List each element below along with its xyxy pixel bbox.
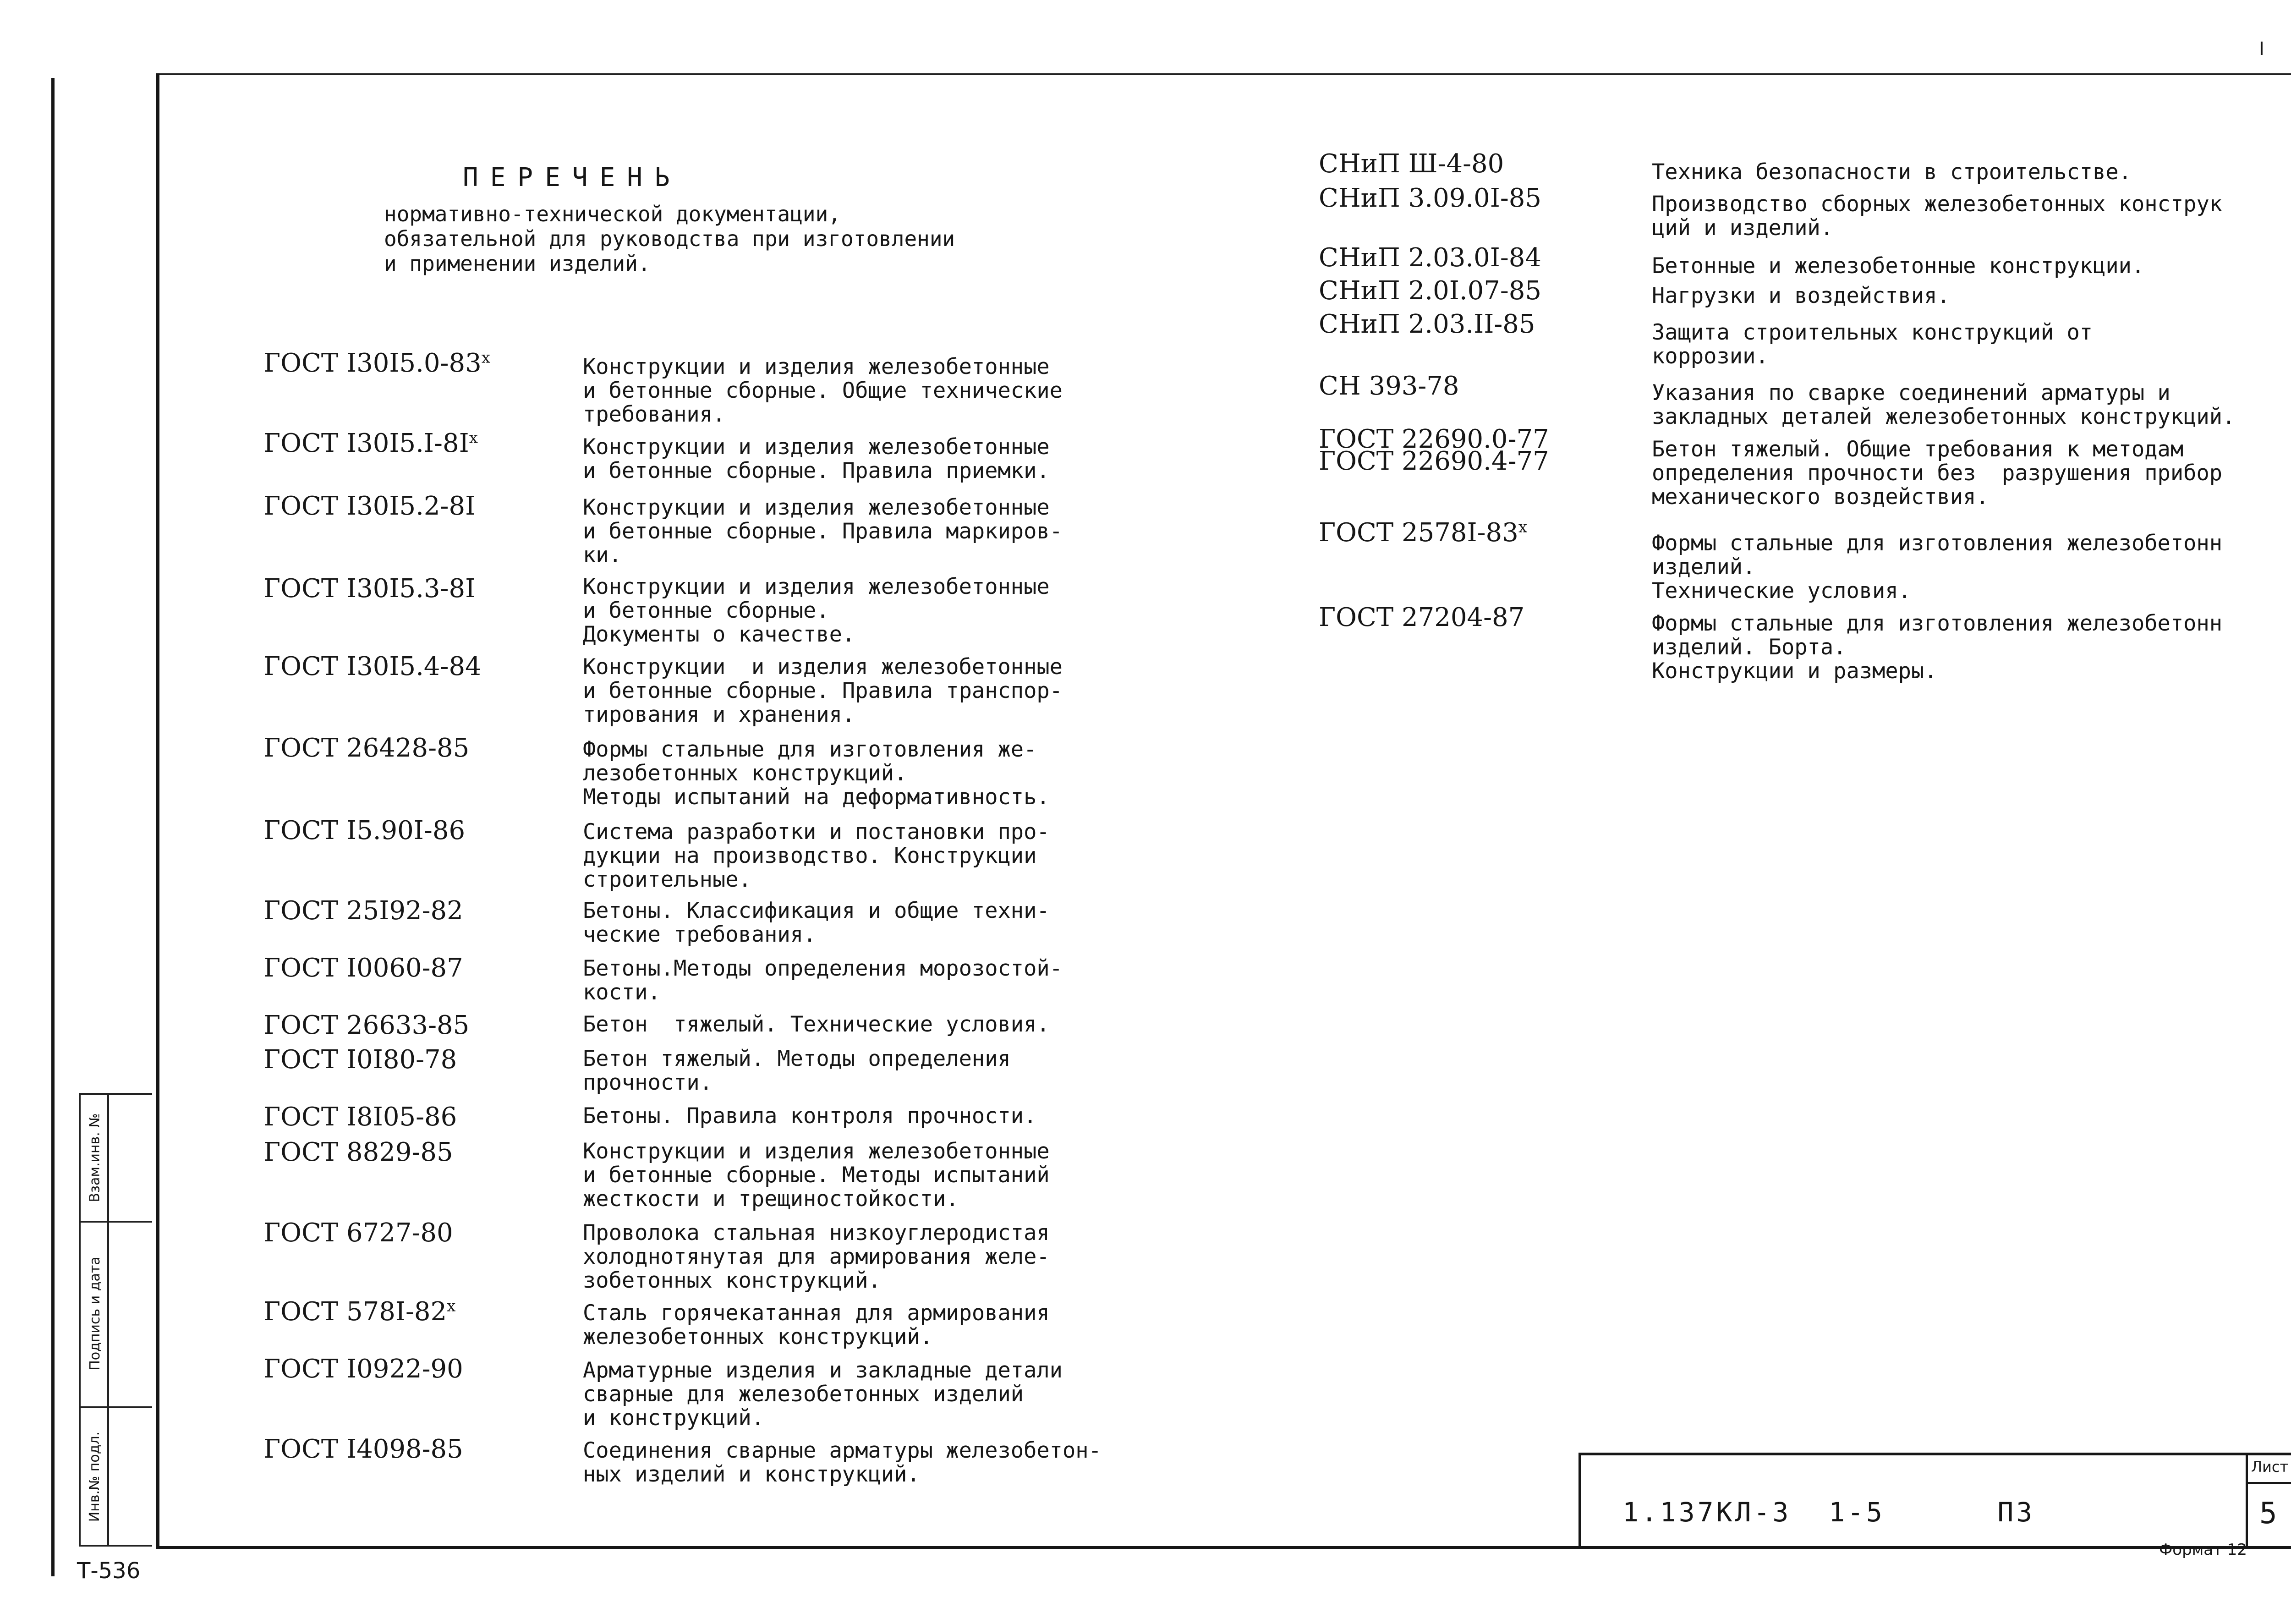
standard-description: Формы стальные для изготовления железобетонн изделий. Борта. Конструкции и размеры.	[1652, 611, 2223, 684]
title-block-divider	[2246, 1455, 2248, 1546]
standard-code: ГОСТ 26428-85	[263, 733, 470, 763]
standard-code: ГОСТ $I30I5.I-8I^x$	[263, 428, 478, 458]
frame-top-line	[158, 73, 2291, 75]
standard-description: Нагрузки и воздействия.	[1652, 283, 1950, 308]
standard-code: СНиП 3.09.0I-85	[1319, 183, 1542, 213]
standard-description: Формы стальные для изготовления железобетонн изделий. Технические условия.	[1652, 531, 2223, 604]
binding-margin-line	[51, 78, 55, 1576]
side-stamp-divider	[107, 1095, 109, 1545]
standard-description: Арматурные изделия и закладные детали сварные для железобетонных изделий и конструкций.	[583, 1358, 1063, 1431]
standard-code: ГОСТ 2578I-83$^x$	[1319, 518, 1527, 548]
standard-code: ГОСТ I30I5.0-83$^x$	[263, 348, 490, 378]
standard-description: Конструкции и изделия железобетонные и бетонные сборные. Правила маркиров- ки.	[583, 495, 1063, 568]
frame-left-line	[156, 73, 159, 1548]
title-block-stamp	[1578, 1453, 2291, 1549]
document-title: ПЕРЕЧЕНЬ	[463, 163, 682, 192]
standard-code: ГОСТ I0060-87	[263, 953, 463, 983]
standard-code: СНиП Ш-4-80	[1319, 149, 1504, 179]
side-stamp	[79, 1093, 152, 1547]
document-designation: 1.137КЛ-3 1-5 ПЗ	[1622, 1497, 2035, 1528]
standard-code: ГОСТ 6727-80	[263, 1218, 453, 1248]
standard-description: Бетон тяжелый. Технические условия.	[583, 1012, 1050, 1037]
format-label: Формат 12	[2159, 1541, 2247, 1559]
standard-code: ГОСТ I30I5.4-84	[263, 652, 482, 681]
title-block-divider	[2246, 1482, 2291, 1484]
standard-code: ГОСТ 578I-82$^x$	[263, 1297, 456, 1327]
standard-code: СНиП 2.03.II-85	[1319, 309, 1535, 339]
standard-code: ГОСТ 25I92-82	[263, 896, 463, 926]
standard-description: Сталь горячекатанная для армирования железобетонных конструкций.	[583, 1300, 1050, 1350]
standard-description: Конструкции и изделия железобетонные и бетонные сборные. Общие технические требования.	[583, 354, 1063, 427]
standard-description: Конструкции и изделия железобетонные и бетонные сборные. Документы о качестве.	[583, 574, 1050, 647]
standard-code: ГОСТ I5.90I-86	[263, 816, 466, 845]
side-stamp-label-signature: Подпись и дата	[87, 1256, 103, 1371]
standard-description: Бетоны. Классификация и общие техни- ческие требования.	[583, 898, 1050, 947]
standard-code: ГОСТ I0922-90	[263, 1354, 463, 1384]
standard-description: Защита строительных конструкций от коррозии.	[1652, 320, 2093, 369]
standard-description: Соединения сварные арматуры железобетон- ных изделий и конструкций.	[583, 1438, 1102, 1487]
standard-code: ГОСТ I4098-85	[263, 1434, 463, 1464]
standard-description: Бетон тяжелый. Методы определения прочности.	[583, 1046, 1011, 1095]
standard-code: ГОСТ 8829-85	[263, 1137, 453, 1167]
side-stamp-label-inventory: Инв.№ подл.	[87, 1431, 103, 1522]
standard-description: Указания по сварке соединений арматуры и закладных деталей железобетонных конструкций.	[1652, 380, 2236, 429]
standard-description: Бетоны.Методы определения морозостой- кости.	[583, 956, 1063, 1005]
standard-code: ГОСТ I0I80-78	[263, 1045, 457, 1075]
standard-code: ГОСТ 27204-87	[1319, 603, 1525, 632]
standard-code: ГОСТ I30I5.2-8I	[263, 491, 476, 521]
standard-code: ГОСТ 26633-85	[263, 1010, 470, 1040]
standard-description: Конструкции и изделия железобетонные и бетонные сборные. Методы испытаний жесткости и трещиностойкости.	[583, 1139, 1050, 1212]
standard-description: Техника безопасности в строительстве.	[1652, 159, 2132, 185]
document-subtitle: нормативно-технической документации, обязательной для руководства при изготовлении и применении изделий.	[384, 202, 955, 276]
page-number: 5	[2259, 1497, 2277, 1531]
standard-description: Конструкции и изделия железобетонные и бетонные сборные. Правила приемки.	[583, 434, 1050, 483]
standard-code: ГОСТ I8I05-86	[263, 1102, 457, 1132]
side-stamp-label-replacement: Взам.инв. №	[87, 1113, 103, 1202]
sheet-label: Лист	[2251, 1458, 2289, 1476]
standard-description: Бетон тяжелый. Общие требования к методам определения прочности без разрушения прибор механического воздействия.	[1652, 437, 2223, 510]
standard-description: Бетоны. Правила контроля прочности.	[583, 1103, 1037, 1129]
standard-description: Формы стальные для изготовления же- лезобетонных конструкций. Методы испытаний на деформативность.	[583, 737, 1050, 810]
standard-description: Бетонные и железобетонные конструкции.	[1652, 253, 2145, 279]
standard-description: Производство сборных железобетонных конструк ций и изделий.	[1652, 192, 2223, 241]
standard-code: СНиП 2.0I.07-85	[1319, 276, 1542, 306]
standard-code: СН 393-78	[1319, 371, 1459, 401]
standard-description: Конструкции и изделия железобетонные и бетонные сборные. Правила транспор- тирования и хранения.	[583, 654, 1063, 727]
sheet-number: I	[2259, 38, 2264, 60]
standard-description: Система разработки и постановки про- дукции на производство. Конструкции строительные.	[583, 819, 1050, 892]
archive-code: Т-536	[77, 1558, 141, 1584]
standard-code: СНиП 2.03.0I-84	[1319, 243, 1542, 273]
standard-code: ГОСТ 22690.0-77 ГОСТ 22690.4-77	[1319, 424, 1549, 476]
standard-code: ГОСТ I30I5.3-8I	[263, 574, 476, 604]
standard-description: Проволока стальная низкоуглеродистая холоднотянутая для армирования желе- зобетонных конструкций.	[583, 1220, 1050, 1293]
